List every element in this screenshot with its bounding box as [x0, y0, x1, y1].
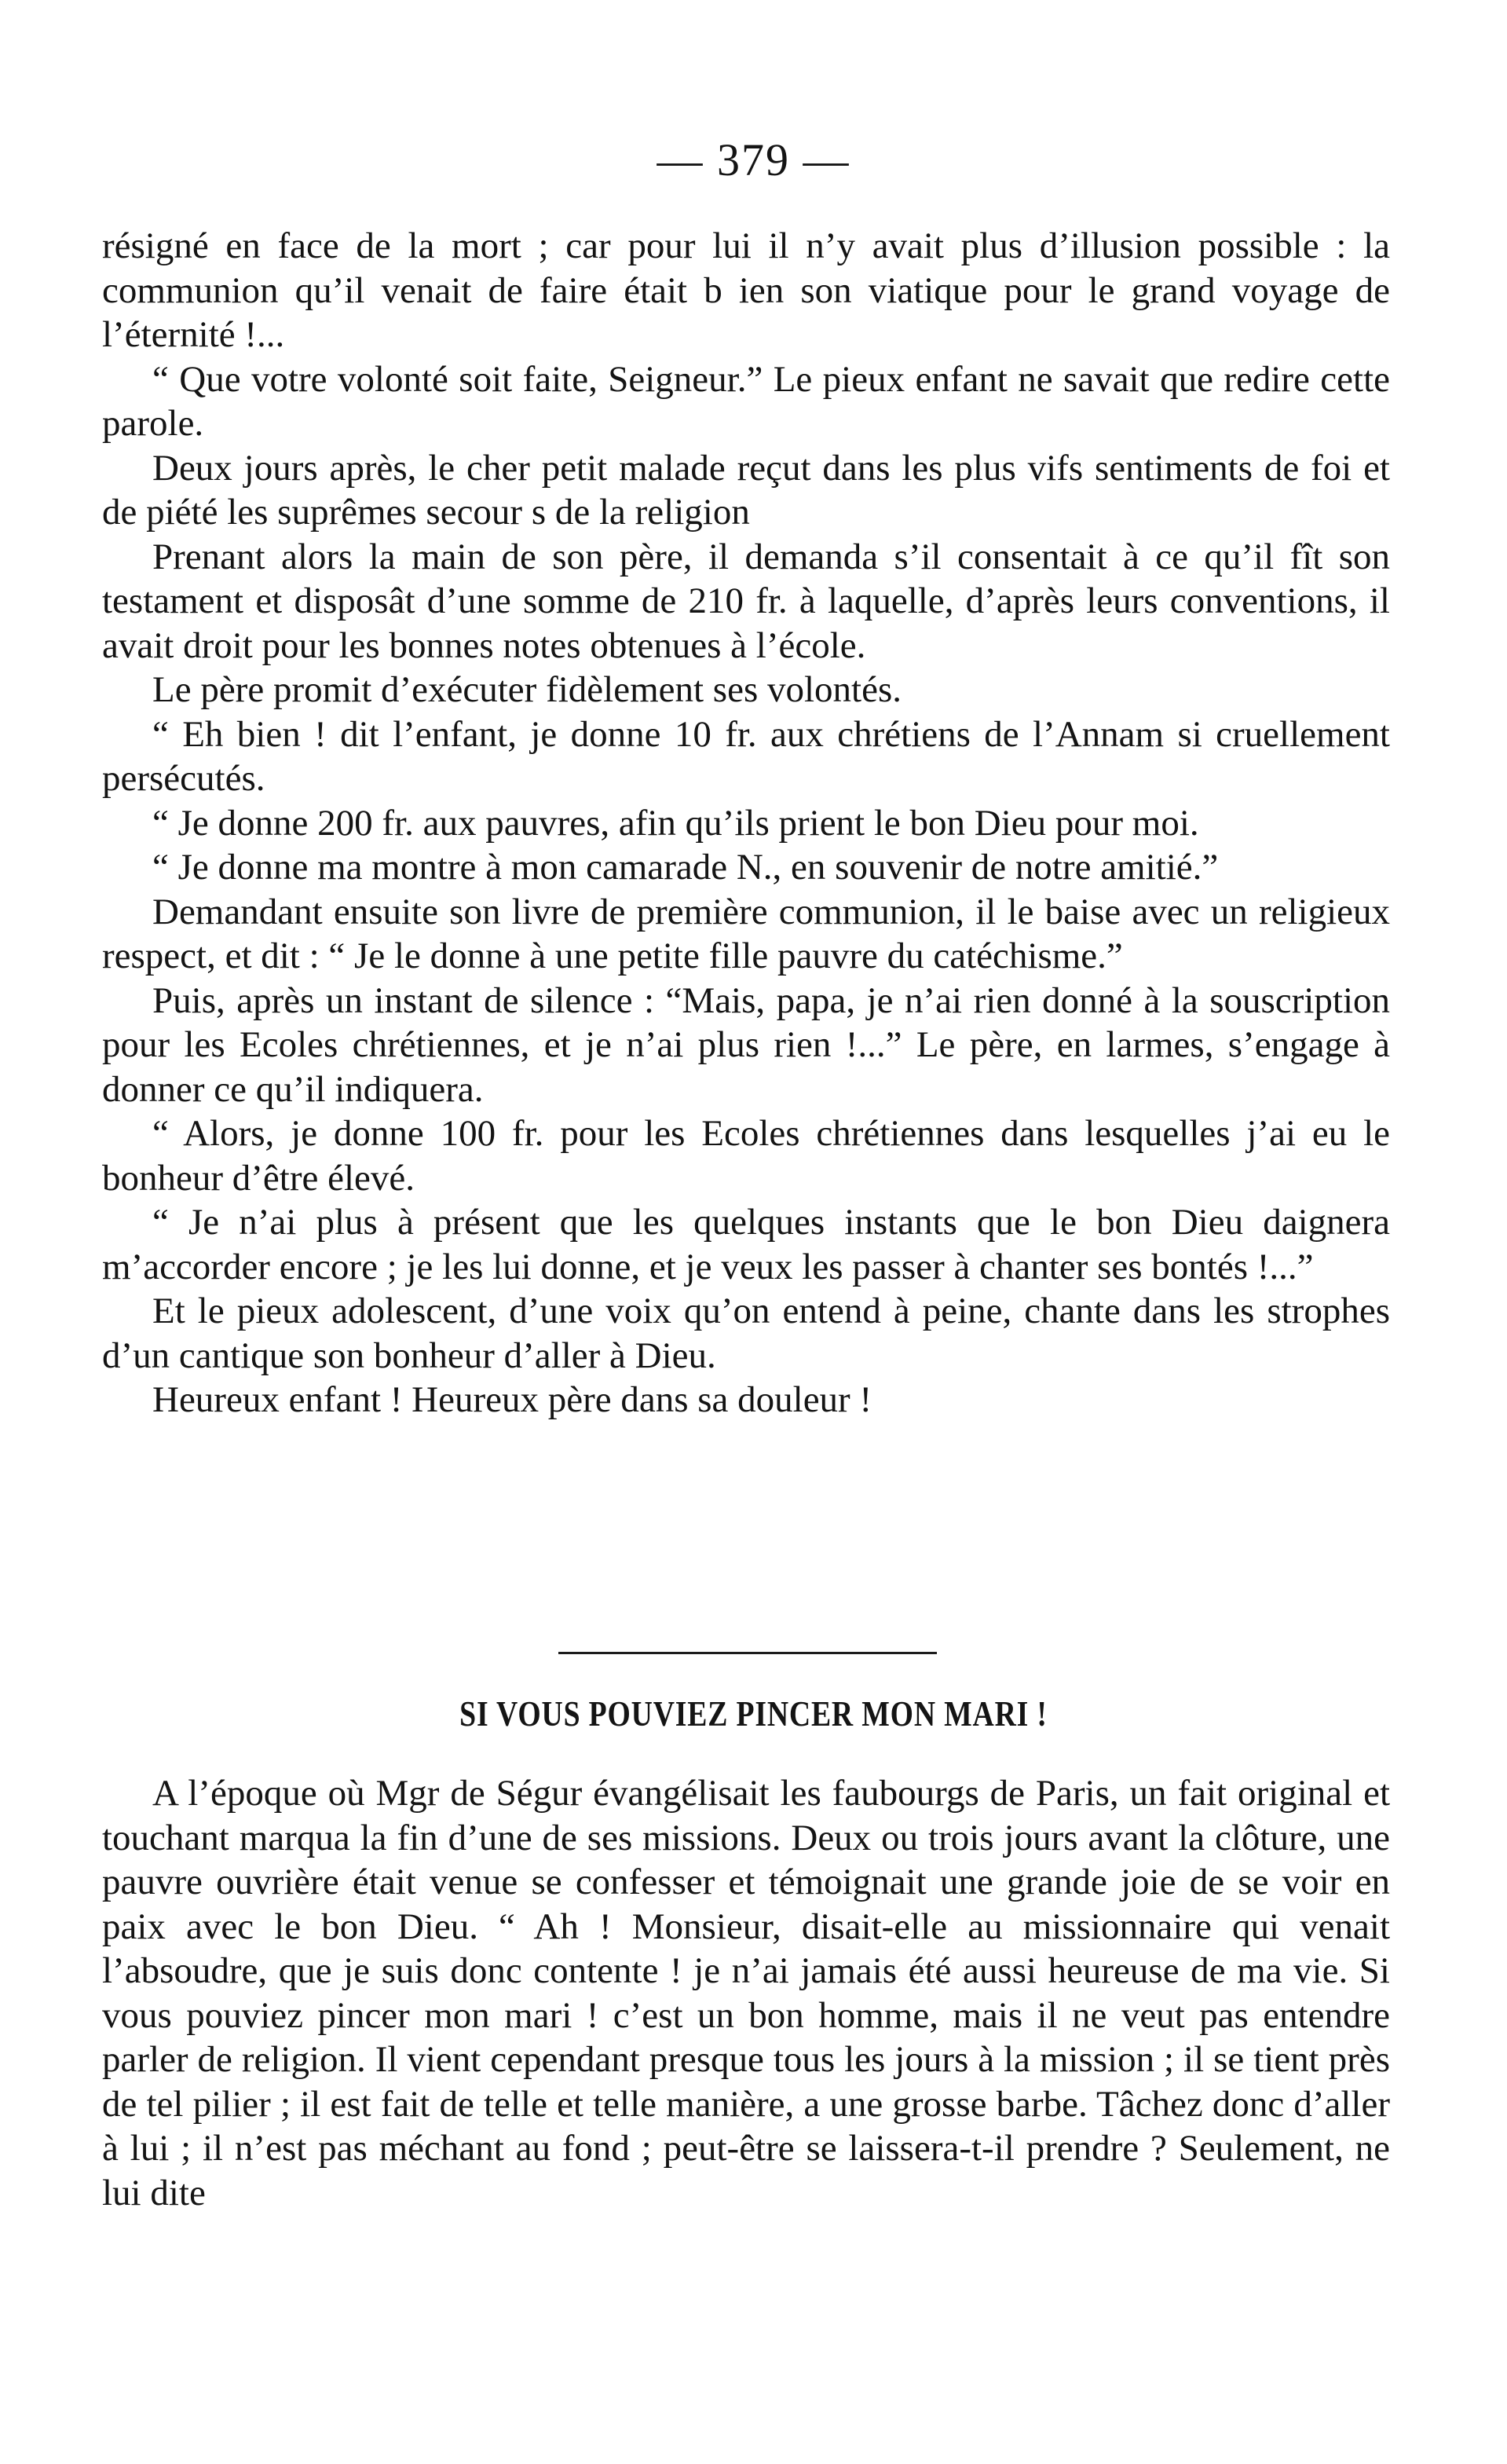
paragraph: “ Je n’ai plus à présent que les quelques instants que le bon Dieu daignera m’accorder encore ; je les lui donne, et je veux les passer à chanter ses bontés !...”	[102, 1202, 1390, 1287]
paragraph: Le père promit d’exécuter fidèlement ses volontés.	[152, 669, 902, 710]
paragraph: Et le pieux adolescent, d’une voix qu’on entend à peine, chante dans les strophes d’un cantique son bonheur d’aller à Dieu.	[102, 1291, 1390, 1376]
paragraph: résigné en face de la mort ; car pour lui il n’y avait plus d’illusion possible : la communion qu’il venait de faire était b ien son viatique pour le grand voyage de l’éternité !...	[102, 225, 1390, 355]
body-text-top	[102, 224, 1390, 1422]
paragraph: Heureux enfant ! Heureux père dans sa douleur !	[152, 1379, 872, 1420]
paragraph: “ Je donne ma montre à mon camarade N., en souvenir de notre amitié.”	[152, 847, 1219, 888]
section-divider	[558, 1652, 937, 1654]
paragraph: Puis, après un instant de silence : “Mais, papa, je n’ai rien donné à la souscription pour les Ecoles chrétiennes, et je n’ai plus rien !...” Le père, en larmes, s’engage à donner ce qu’il indiquera.	[102, 979, 1390, 1110]
page-number: — 379 —	[657, 134, 850, 185]
body-text-bottom	[102, 1771, 1390, 2215]
section-title: SI VOUS POUVIEZ PINCER MON MARI !	[459, 1693, 1048, 1734]
paragraph: “ Je donne 200 fr. aux pauvres, afin qu’ils prient le bon Dieu pour moi.	[152, 802, 1199, 844]
paragraph: A l’époque où Mgr de Ségur évangélisait les faubourgs de Paris, un fait original et touchant marqua la fin d’une de ses missions. Deux ou trois jours avant la clôture, une pauvre ouvrière était venue se confesser et témoignait une grande joie de se voir en paix avec le bon Dieu. “ Ah ! Monsieur, disait-elle au missionnaire qui venait l’absoudre, que je suis donc contente ! je n’ai jamais été aussi heureuse de ma vie. Si vous pouviez pincer mon mari ! c’est un bon homme, mais il ne veut pas entendre parler de religion. Il vient cependant presque tous les jours à la mission ; il se tient près de tel pilier ; il est fait de telle et telle manière, a une grosse barbe. Tâchez donc d’aller à lui ; il n’est pas méchant au fond ; peut-être se laissera-t-il prendre ? Seulement, ne lui dite	[102, 1773, 1390, 2213]
paragraph: Prenant alors la main de son père, il demanda s’il consentait à ce qu’il fît son testament et disposât d’une somme de 210 fr. à laquelle, d’après leurs conventions, il avait droit pour les bonnes notes obtenues à l’école.	[102, 536, 1390, 666]
paragraph: “ Eh bien ! dit l’enfant, je donne 10 fr. aux chrétiens de l’Annam si cruellement persécutés.	[102, 713, 1390, 799]
paragraph: Deux jours après, le cher petit malade reçut dans les plus vifs sentiments de foi et de piété les suprêmes secour s de la religion	[102, 447, 1390, 533]
paragraph: “ Alors, je donne 100 fr. pour les Ecoles chrétiennes dans lesquelles j’ai eu le bonheur d’être élevé.	[102, 1113, 1390, 1199]
paragraph: Demandant ensuite son livre de première communion, il le baise avec un religieux respect, et dit : “ Je le donne à une petite fille pauvre du catéchisme.”	[102, 891, 1390, 976]
paragraph: “ Que votre volonté soit faite, Seigneur.” Le pieux enfant ne savait que redire cette parole.	[102, 358, 1390, 444]
